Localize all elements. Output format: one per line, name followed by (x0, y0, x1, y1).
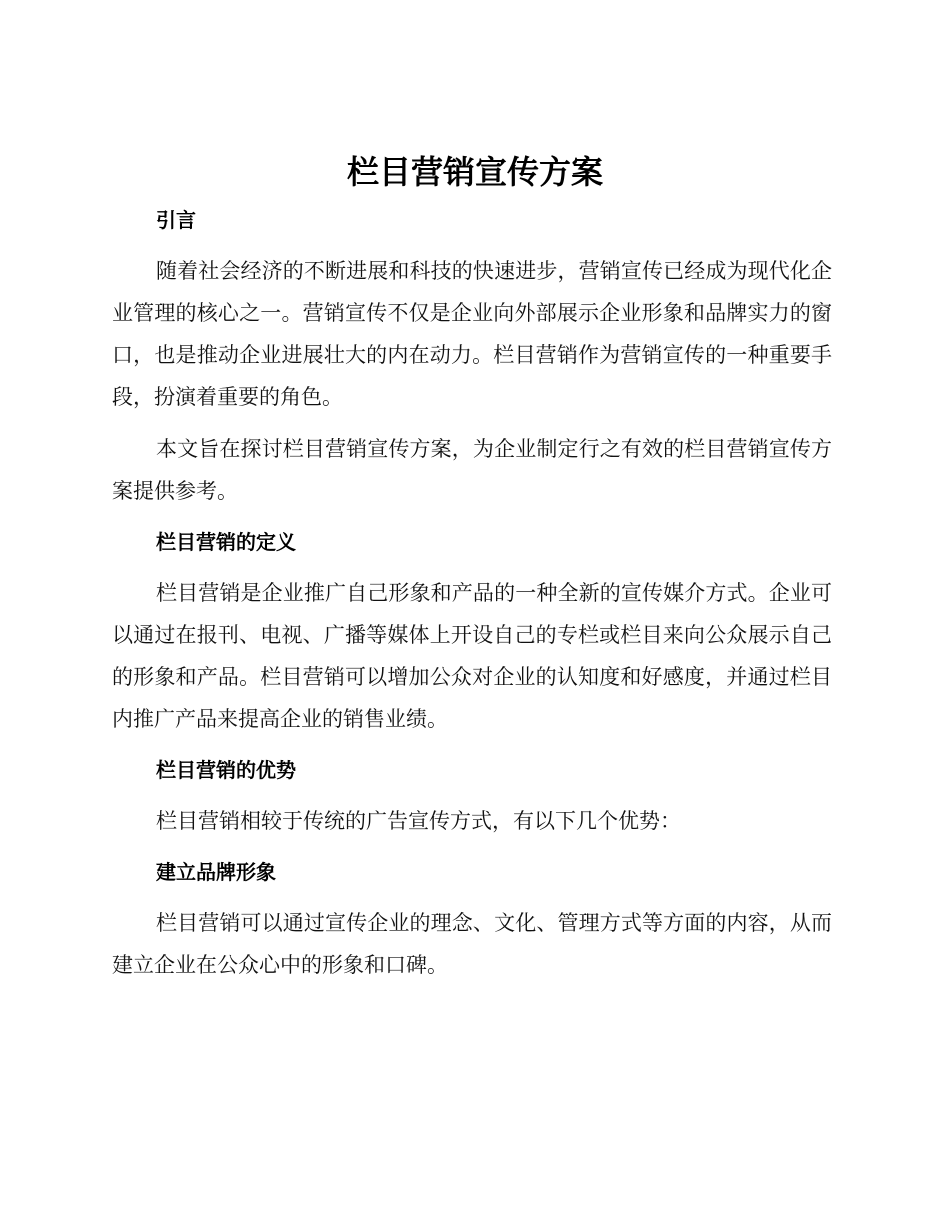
intro-paragraph-2: 本文旨在探讨栏目营销宣传方案，为企业制定行之有效的栏目营销宣传方案提供参考。 (112, 437, 832, 503)
document-title: 栏目营销宣传方案 (346, 153, 603, 191)
section-heading-brand: 建立品牌形象 (156, 860, 276, 884)
document-body (112, 200, 832, 996)
brand-paragraph: 栏目营销可以通过宣传企业的理念、文化、管理方式等方面的内容，从而建立企业在公众心中的形象和口碑。 (112, 911, 832, 977)
section-heading-definition: 栏目营销的定义 (156, 530, 296, 554)
definition-paragraph: 栏目营销是企业推广自己形象和产品的一种全新的宣传媒介方式。企业可以通过在报刊、电视、广播等媒体上开设自己的专栏或栏目来向公众展示自己的形象和产品。栏目营销可以增加公众对企业的认知度和好感度，并通过栏目内推广产品来提高企业的销售业绩。 (112, 581, 832, 731)
section-heading-intro: 引言 (156, 208, 196, 232)
section-heading-advantages: 栏目营销的优势 (156, 758, 296, 782)
advantages-paragraph: 栏目营销相较于传统的广告宣传方式，有以下几个优势： (156, 809, 681, 833)
intro-paragraph-1: 随着社会经济的不断进展和科技的快速进步，营销宣传已经成为现代化企业管理的核心之一。营销宣传不仅是企业向外部展示企业形象和品牌实力的窗口，也是推动企业进展壮大的内在动力。栏目营销作为营销宣传的一种重要手段，扮演着重要的角色。 (112, 259, 832, 409)
